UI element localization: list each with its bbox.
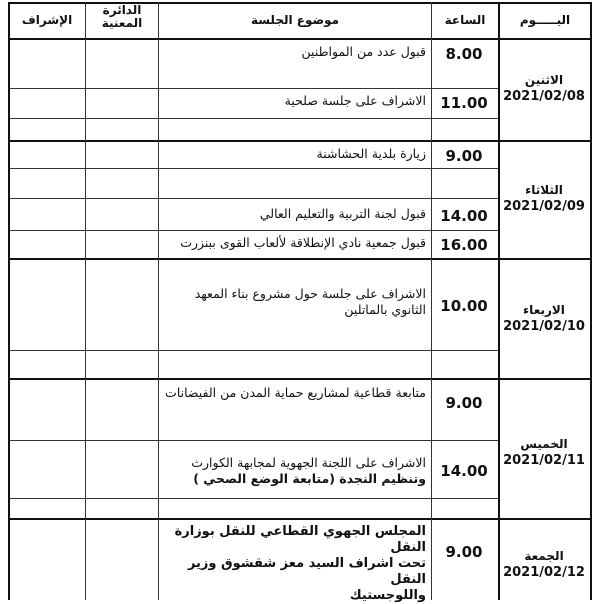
session-topic-line: الاشراف على اللجنة الجهوية لمجابهة الكوارث: [191, 455, 426, 470]
day-separator: [8, 518, 592, 520]
column-line: [158, 2, 159, 600]
row-line: [8, 350, 498, 351]
session-topic: قبول لجنة التربية والتعليم العالي: [259, 206, 426, 221]
row-line: [8, 198, 498, 199]
session-time: 9.00: [445, 147, 483, 165]
day-separator: [8, 378, 592, 380]
column-line: [85, 2, 86, 600]
day-date: 2021/02/10: [503, 319, 585, 334]
header-day: اليـــــوم: [519, 13, 571, 27]
session-topic-line: المجلس الجهوي القطاعي للنقل بوزارة النقل: [174, 524, 426, 555]
day-name: الثلاثاء: [525, 183, 563, 197]
header-topic: موضوع الجلسة: [250, 13, 340, 27]
table-border-left: [8, 2, 10, 600]
column-line: [431, 2, 432, 600]
day-date: 2021/02/12: [503, 565, 585, 580]
session-time: 14.00: [440, 207, 488, 225]
session-topic: متابعة قطاعية لمشاريع حماية المدن من الفيضانات: [165, 385, 426, 400]
day-date: 2021/02/11: [503, 453, 585, 468]
row-line: [8, 168, 498, 169]
header-department-line2: المعنية: [101, 16, 143, 30]
session-time: 9.00: [445, 543, 483, 561]
day-separator: [8, 140, 592, 142]
day-date: 2021/02/08: [503, 89, 585, 104]
day-name: الجمعة: [524, 549, 564, 563]
header-department-line1: الدائرة: [102, 3, 142, 17]
day-name: الاربعاء: [523, 303, 565, 317]
session-topic: قبول جمعية نادي الإنطلاقة لألعاب القوى ببنزرت: [180, 235, 426, 250]
day-name: الاثنين: [524, 73, 564, 87]
header-supervision: الإشراف: [21, 13, 73, 27]
header-bottom-border: [8, 38, 592, 40]
day-cell: [494, 436, 594, 470]
session-time: 10.00: [440, 297, 488, 315]
day-name: الخميس: [520, 437, 568, 451]
session-time: 14.00: [440, 462, 488, 480]
row-line: [8, 230, 498, 231]
session-time: 8.00: [445, 45, 483, 63]
day-date: 2021/02/09: [503, 199, 585, 214]
day-cell: [494, 548, 594, 582]
session-topic-line: واللوجستيك: [349, 588, 426, 603]
session-topic: [160, 286, 426, 318]
session-topic: الاشراف على جلسة صلحية: [284, 93, 426, 108]
session-topic: زيارة بلدية الحشاشنة: [316, 146, 426, 161]
header-department: [86, 4, 158, 30]
row-line: [8, 440, 498, 441]
session-topic: قبول عدد من المواطنين: [301, 44, 426, 59]
row-line: [8, 498, 498, 499]
day-cell: [494, 302, 594, 336]
session-topic: [160, 524, 426, 604]
session-topic-line: الثانوي بالماتلين: [344, 302, 426, 317]
row-line: [8, 118, 498, 119]
session-topic: [160, 455, 426, 487]
session-time: 9.00: [445, 394, 483, 412]
day-separator: [8, 258, 592, 260]
day-cell: [494, 182, 594, 216]
session-time: 16.00: [440, 236, 488, 254]
session-topic-line: تحت اشراف السيد معز شقشوق وزير النقل: [187, 556, 426, 587]
header-time: الساعة: [444, 13, 486, 27]
day-cell: [494, 72, 594, 106]
session-topic-line: الاشراف على جلسة حول مشروع بناء المعهد: [194, 286, 426, 301]
row-line: [8, 88, 498, 89]
session-topic-line: وتنظيم النجدة (متابعة الوضع الصحي ): [193, 471, 426, 486]
session-time: 11.00: [440, 94, 488, 112]
